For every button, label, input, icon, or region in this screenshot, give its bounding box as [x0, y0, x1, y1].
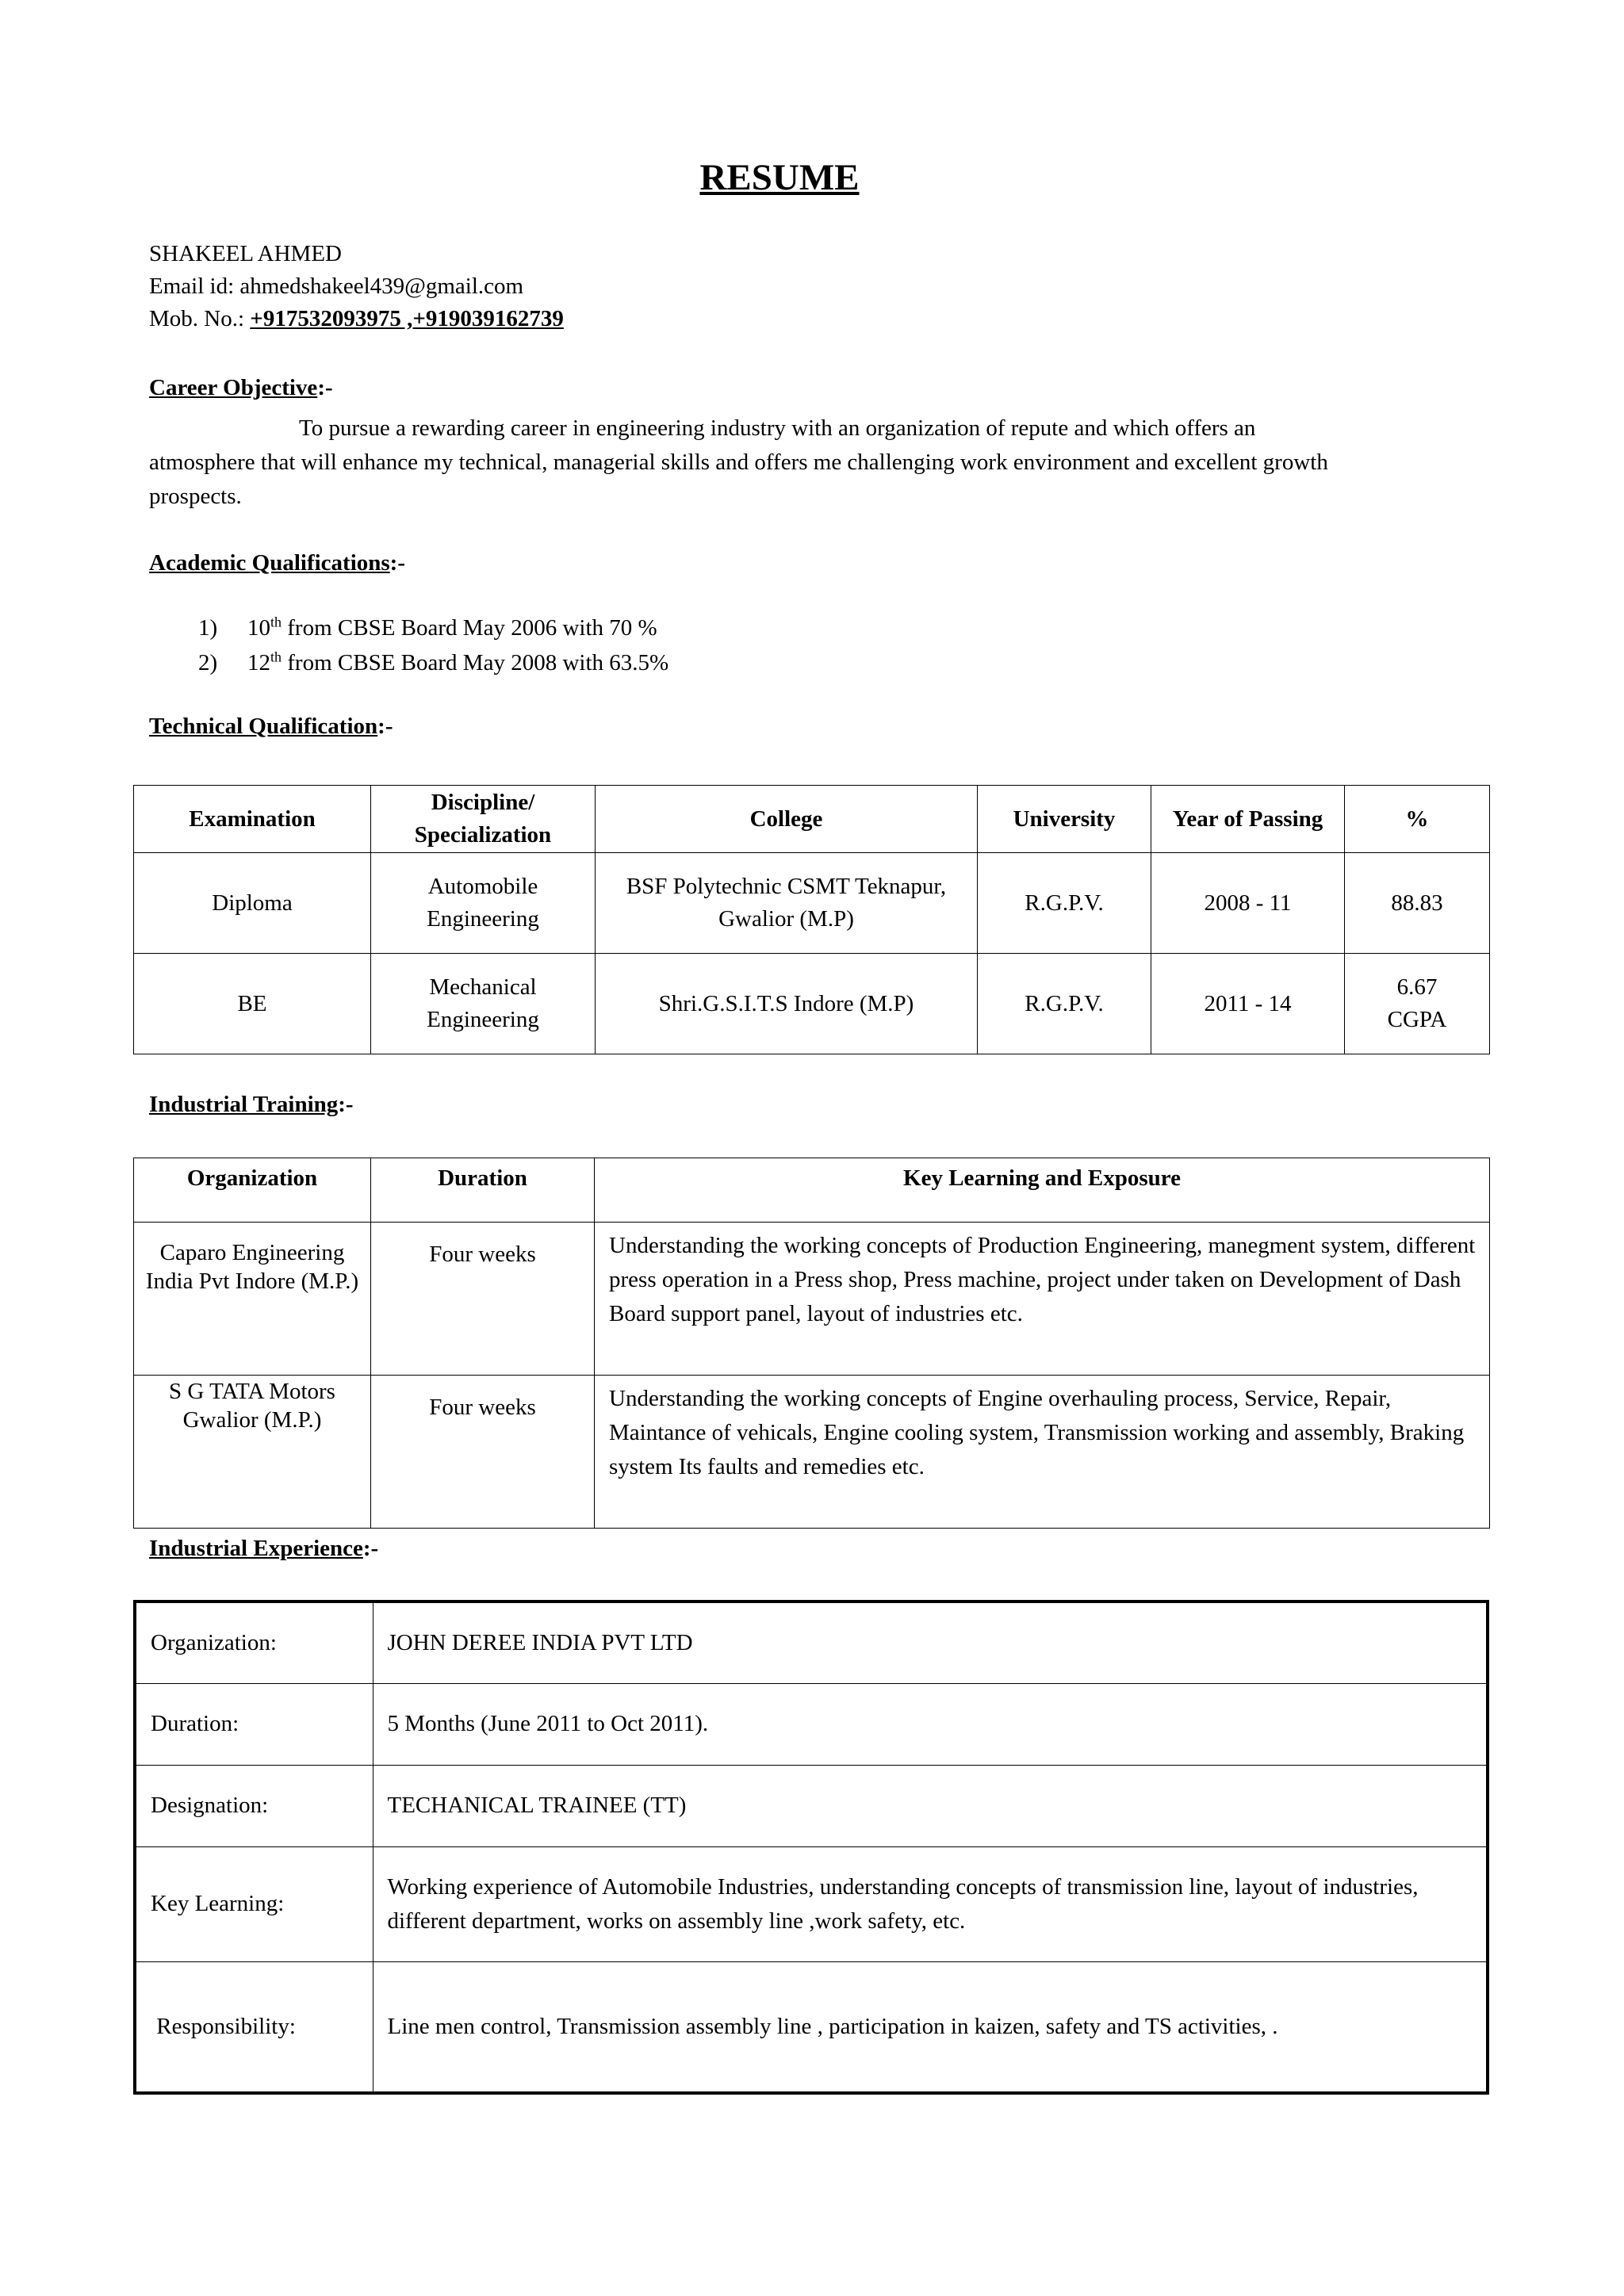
technical-qualification-heading: Technical Qualification:- — [149, 714, 393, 739]
column-header: Year of Passing — [1151, 786, 1345, 853]
academic-qualifications-list — [198, 610, 668, 680]
table-row — [135, 1846, 1488, 1961]
email-line — [149, 270, 564, 303]
field-label: Designation: — [135, 1765, 373, 1846]
table-row — [134, 1223, 1490, 1376]
table-row — [134, 1376, 1490, 1529]
field-label: Duration: — [135, 1683, 373, 1765]
email-value: ahmedshakeel439@gmail.com — [239, 274, 524, 299]
table-cell: Four weeks — [371, 1376, 595, 1529]
table-cell: S G TATA Motors Gwalior (M.P.) — [134, 1376, 371, 1529]
field-value: Line men control, Transmission assembly line , participation in kaizen, safety and TS activities, . — [373, 1961, 1488, 2093]
table-row — [135, 1961, 1488, 2093]
table-cell: Mechanical Engineering — [371, 954, 596, 1054]
page-title: RESUME — [699, 157, 860, 198]
table-cell: Four weeks — [371, 1223, 595, 1376]
industrial-training-table — [133, 1158, 1490, 1529]
field-value: 5 Months (June 2011 to Oct 2011). — [373, 1683, 1488, 1765]
candidate-name: SHAKEEL AHMED — [149, 241, 343, 266]
field-value: Working experience of Automobile Industries, understanding concepts of transmission line, layout of industries, different department, works on assembly line ,work safety, etc. — [373, 1846, 1488, 1961]
career-objective-text: To pursue a rewarding career in engineering industry with an organization of repute and which offers an atmosphere that will enhance my technical, managerial skills and offers me challenging work environment and excellent growth prospects. — [149, 415, 1328, 509]
table-cell: Caparo Engineering India Pvt Indore (M.P.) — [134, 1223, 371, 1376]
column-header: Key Learning and Exposure — [595, 1158, 1490, 1223]
column-header: % — [1345, 786, 1490, 853]
table-cell: R.G.P.V. — [978, 954, 1151, 1054]
column-header: University — [978, 786, 1151, 853]
field-label: Responsibility: — [135, 1961, 373, 2093]
table-cell: Automobile Engineering — [371, 853, 596, 954]
contact-block — [149, 238, 564, 335]
table-cell: Diploma — [134, 853, 371, 954]
table-header-row — [134, 786, 1490, 853]
academic-qualifications-heading: Academic Qualifications:- — [149, 550, 405, 576]
table-cell: 2011 - 14 — [1151, 954, 1345, 1054]
table-cell: R.G.P.V. — [978, 853, 1151, 954]
table-cell: 2008 - 11 — [1151, 853, 1345, 954]
field-label: Key Learning: — [135, 1846, 373, 1961]
column-header: Examination — [134, 786, 371, 853]
column-header: Discipline/ Specialization — [371, 786, 596, 853]
table-header-row — [134, 1158, 1490, 1223]
list-item: 2) 12th from CBSE Board May 2008 with 63.5% — [198, 649, 669, 675]
column-header: Organization — [134, 1158, 371, 1223]
field-value: TECHANICAL TRAINEE (TT) — [373, 1765, 1488, 1846]
table-row — [135, 1765, 1488, 1846]
table-cell: BSF Polytechnic CSMT Teknapur, Gwalior (M.P) — [596, 853, 978, 954]
table-row — [134, 954, 1490, 1054]
table-row — [135, 1683, 1488, 1765]
email-label: Email id: — [149, 274, 240, 299]
table-cell: Understanding the working concepts of Engine overhauling process, Service, Repair, Maintance of vehicals, Engine cooling system, Transmission working and assembly, Braking system Its faults and remedies etc. — [595, 1376, 1490, 1529]
table-row — [134, 853, 1490, 954]
career-objective-heading: Career Objective:- — [149, 375, 333, 400]
technical-qualification-table — [133, 785, 1490, 1054]
table-row — [135, 1601, 1488, 1683]
table-cell: Understanding the working concepts of Production Engineering, manegment system, different press operation in a Press shop, Press machine, project under taken on Development of Dash Board support panel, layout of industries etc. — [595, 1223, 1490, 1376]
field-value: JOHN DEREE INDIA PVT LTD — [373, 1601, 1488, 1683]
list-item: 1) 10th from CBSE Board May 2006 with 70 % — [198, 614, 657, 641]
industrial-experience-heading: Industrial Experience:- — [149, 1536, 379, 1561]
industrial-experience-table — [133, 1600, 1489, 2095]
mobile-line — [149, 303, 564, 335]
table-cell: 6.67 CGPA — [1345, 954, 1490, 1054]
mobile-value: +917532093975 ,+919039162739 — [250, 306, 564, 331]
column-header: College — [596, 786, 978, 853]
column-header: Duration — [371, 1158, 595, 1223]
field-label: Organization: — [135, 1601, 373, 1683]
table-cell: 88.83 — [1345, 853, 1490, 954]
table-cell: BE — [134, 954, 371, 1054]
industrial-training-heading: Industrial Training:- — [149, 1092, 354, 1117]
mobile-label: Mob. No.: — [149, 306, 251, 331]
table-cell: Shri.G.S.I.T.S Indore (M.P) — [596, 954, 978, 1054]
